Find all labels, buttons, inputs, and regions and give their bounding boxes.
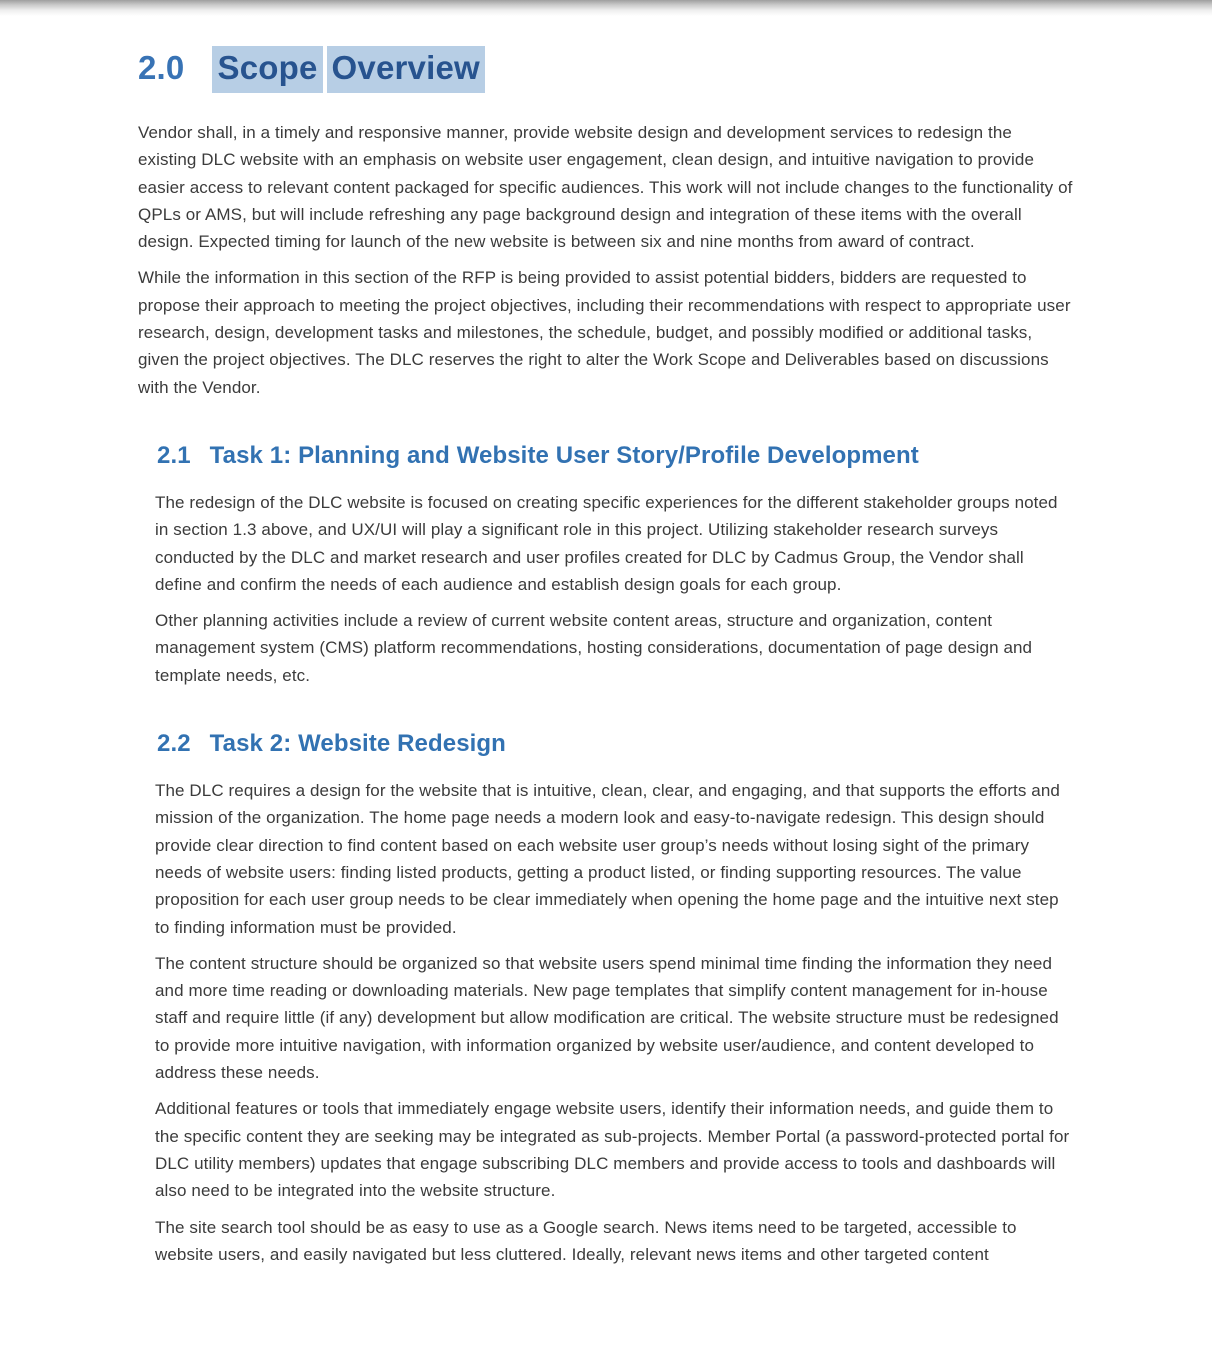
section-2-2-paragraph-3: Additional features or tools that immediately engage website users, identify their information needs, and guide them to the specific content they are seeking may be integrated as sub-projects. Member Portal (a password-protected portal for DLC utility members) updates that engage subscribing DLC members and provide access to tools and dashboards will also need to be integrated into the website structure. xyxy=(155,1099,1070,1201)
subheading-title: Task 1: Planning and Website User Story/Profile Development xyxy=(209,441,919,469)
section-2-2-paragraph-4: The site search tool should be as easy to use as a Google search. News items need to be targeted, accessible to website users, and easily navigated but less cluttered. Ideally, relevant news items and other targeted content xyxy=(155,1217,1017,1264)
selected-word-overview[interactable]: Overview xyxy=(327,46,485,93)
section-2-1 xyxy=(138,441,1073,689)
intro-paragraph-2: While the information in this section of the RFP is being provided to assist potential bidders, bidders are requested to propose their approach to meeting the project objectives, including their recommendations with respect to appropriate user research, design, development tasks and milestones, the schedule, budget, and possibly modified or additional tasks, given the project objectives. The DLC reserves the right to alter the Work Scope and Deliverables based on discussions with the Vendor. xyxy=(138,268,1071,397)
section-heading-2-2 xyxy=(157,729,1073,759)
subheading-number: 2.2 xyxy=(157,730,191,758)
section-heading-2-0 xyxy=(138,46,1073,93)
heading-number: 2.0 xyxy=(138,49,185,86)
section-2-1-paragraph-1: The redesign of the DLC website is focused on creating specific experiences for the different stakeholder groups noted in section 1.3 above, and UX/UI will play a significant role in this project. Utilizing stakeholder research surveys conducted by the DLC and market research and user profiles created for DLC by Cadmus Group, the Vendor shall define and confirm the needs of each audience and establish design goals for each group. xyxy=(155,492,1058,594)
section-heading-2-1 xyxy=(157,441,1073,471)
subheading-number: 2.1 xyxy=(157,441,191,469)
section-2-2-paragraph-1: The DLC requires a design for the website that is intuitive, clean, clear, and engaging, and that supports the efforts and mission of the organization. The home page needs a modern look and easy-to-navigate redesign. This design should provide clear direction to find content based on each website user group’s needs without losing sight of the primary needs of website users: finding listed products, getting a product listed, or finding supporting resources. The value proposition for each user group needs to be clear immediately when opening the home page and the intuitive next step to finding information must be provided. xyxy=(155,781,1060,937)
section-2-2-paragraph-2: The content structure should be organized so that website users spend minimal time finding the information they need and more time reading or downloading materials. New page templates that simplify content management for in-house staff and require little (if any) development but allow modification are critical. The website structure must be redesigned to provide more intuitive navigation, with information organized by website user/audience, and content developed to address these needs. xyxy=(155,953,1059,1083)
subheading-title: Task 2: Website Redesign xyxy=(209,730,506,758)
section-2-1-paragraph-2: Other planning activities include a review of current website content areas, structure and organization, content management system (CMS) platform recommendations, hosting considerations, documentation of page design and template needs, etc. xyxy=(155,611,1033,685)
selected-word-scope[interactable]: Scope xyxy=(212,46,322,93)
section-2-2 xyxy=(138,729,1073,1268)
intro-paragraph-1: Vendor shall, in a timely and responsive manner, provide website design and development services to redesign the existing DLC website with an emphasis on website user engagement, clean design, and intuitive navigation to provide easier access to relevant content packaged for specific audiences. This work will not include changes to the functionality of QPLs or AMS, but will include refreshing any page background design and integration of these items with the overall design. Expected timing for launch of the new website is between six and nine months from award of contract. xyxy=(138,123,1073,252)
